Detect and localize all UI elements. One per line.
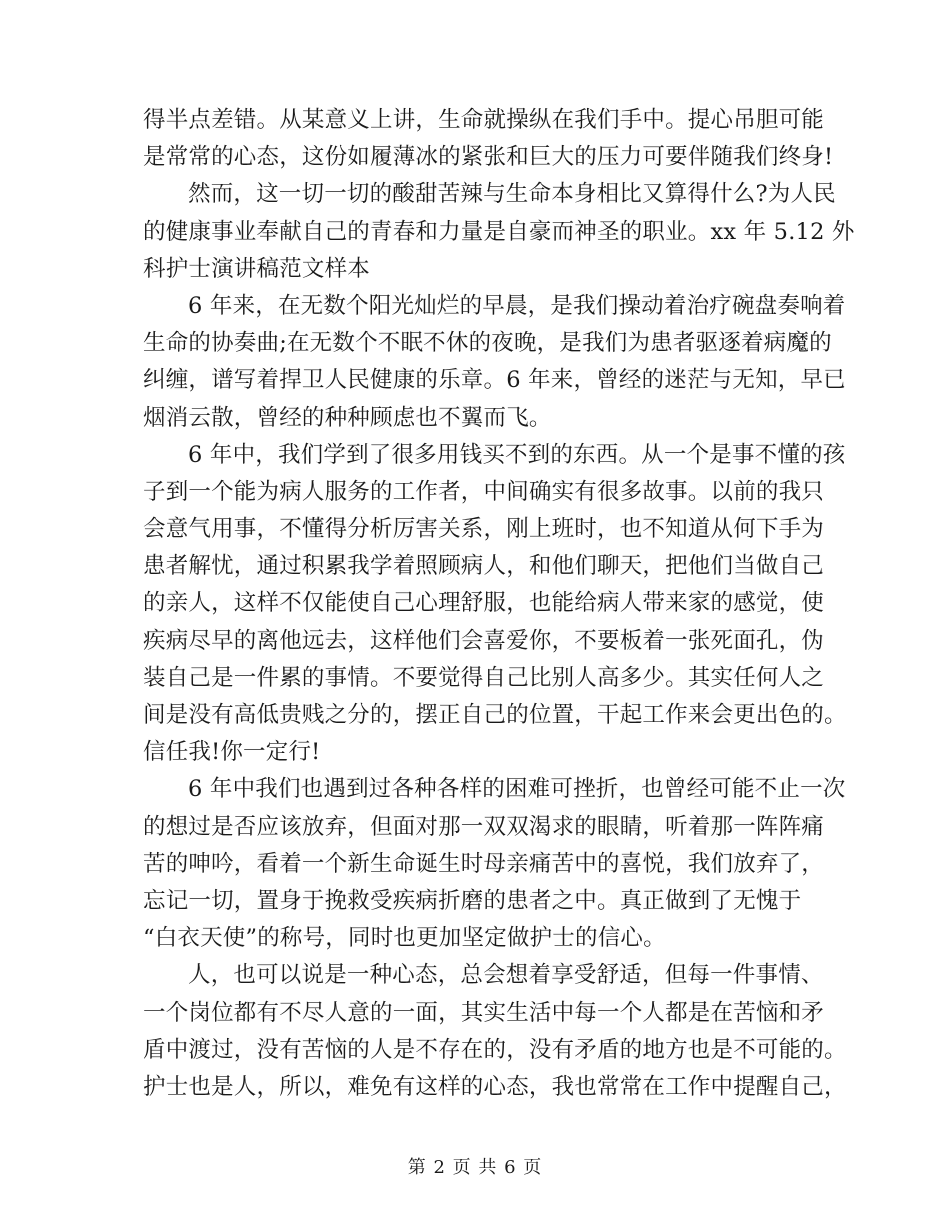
text-line: 是常常的心态，这份如履薄冰的紧张和巨大的压力可要伴随我们终身! [143,144,834,171]
text-line: 护士也是人，所以，难免有这样的心态，我也常常在工作中提醒自己， [143,1073,847,1100]
text-line: “白衣天使”的称号，同时也更加坚定做护士的信心。 [143,925,666,952]
text-line: 盾中渡过，没有苦恼的人是不存在的，没有矛盾的地方也是不可能的。 [143,1036,847,1063]
text-line: 6 年中我们也遇到过各种各样的困难可挫折，也曾经可能不止一次 [188,776,846,803]
text-line: 苦的呻吟，看着一个新生命诞生时母亲痛苦中的喜悦，我们放弃了， [143,850,825,877]
text-line: 忘记一切，置身于挽救受疾病折磨的患者之中。真正做到了无愧于 [143,887,802,914]
text-line: 的亲人，这样不仅能使自己心理舒服，也能给病人带来家的感觉，使 [143,590,825,617]
text-line: 6 年中，我们学到了很多用钱买不到的东西。从一个是事不懂的孩 [188,441,846,468]
text-line: 烟消云散，曾经的种种顾虑也不翼而飞。 [143,404,552,431]
text-line: 一个岗位都有不尽人意的一面，其实生活中每一个人都是在苦恼和矛 [143,999,825,1026]
text-line: 的健康事业奉献自己的青春和力量是自豪而神圣的职业。xx 年 5.12 外 [143,218,855,245]
document-body [143,102,855,1106]
text-line: 生命的协奏曲;在无数个不眠不休的夜晚，是我们为患者驱逐着病魔的 [143,330,832,357]
text-line: 装自己是一件累的事情。不要觉得自己比别人高多少。其实任何人之 [143,664,825,691]
text-line: 然而，这一切一切的酸甜苦辣与生命本身相比又算得什么?为人民 [188,181,836,208]
text-line: 的想过是否应该放弃，但面对那一双双渴求的眼睛，听着那一阵阵痛 [143,813,825,840]
text-line: 疾病尽早的离他远去，这样他们会喜爱你，不要板着一张死面孔，伪 [143,627,825,654]
text-line: 患者解忧，通过积累我学着照顾病人，和他们聊天，把他们当做自己 [143,553,825,580]
text-line: 间是没有高低贵贱之分的，摆正自己的位置，干起工作来会更出色的。 [143,702,847,728]
text-line: 6 年来，在无数个阳光灿烂的早晨，是我们操动着治疗碗盘奏响着 [188,292,846,319]
text-line: 纠缠，谱写着捍卫人民健康的乐章。6 年来，曾经的迷茫与无知，早已 [143,367,846,394]
text-line: 会意气用事，不懂得分析厉害关系，刚上班时，也不知道从何下手为 [143,516,825,543]
text-line: 人，也可以说是一种心态，总会想着享受舒适，但每一件事情、 [188,962,824,989]
text-line: 科护士演讲稿范文样本 [143,255,371,282]
text-line: 信任我!你一定行! [143,739,321,766]
text-line: 子到一个能为病人服务的工作者，中间确实有很多故事。以前的我只 [143,478,825,505]
text-line: 得半点差错。从某意义上讲，生命就操纵在我们手中。提心吊胆可能 [143,107,825,133]
page-number-footer: 第 2 页 共 6 页 [407,1157,543,1178]
